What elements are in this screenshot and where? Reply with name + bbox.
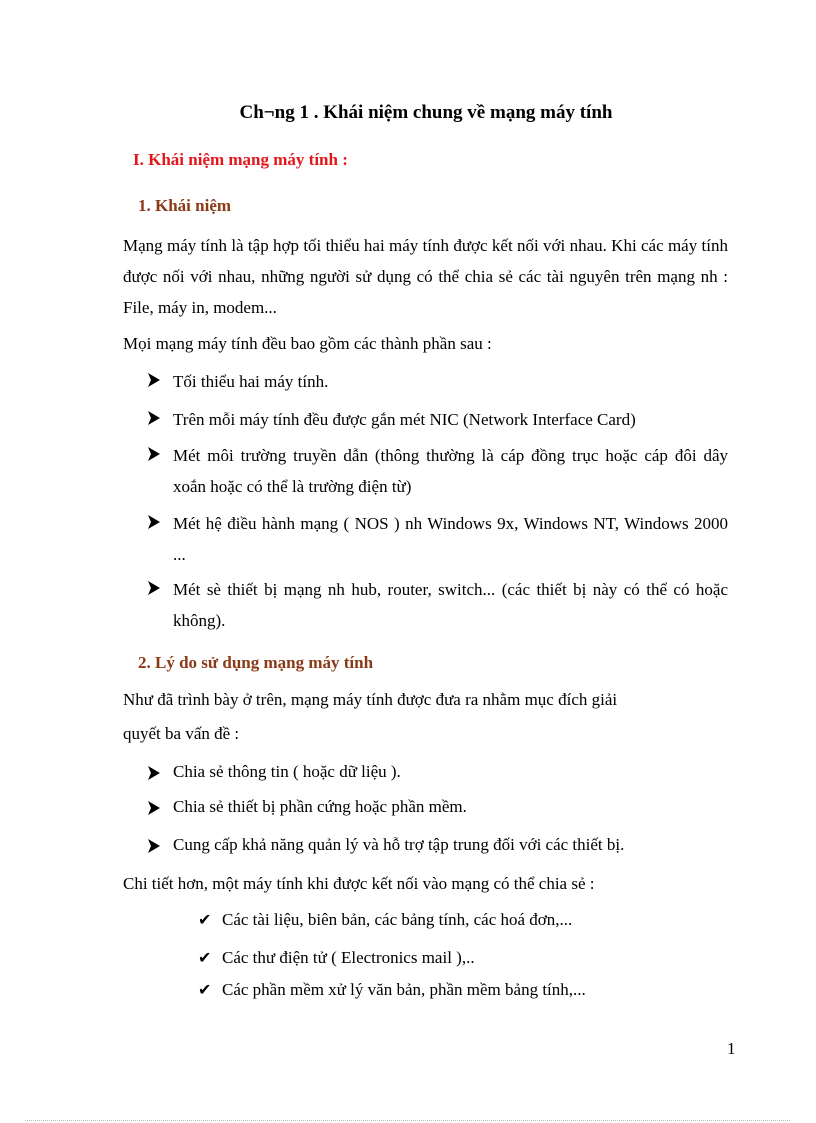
section-heading-concepts: I. Khái niệm mạng máy tính : bbox=[133, 150, 348, 169]
list-item: Các phần mềm xử lý văn bản, phần mềm bảng tính,... bbox=[222, 980, 586, 999]
checkmark-icon: ✔ bbox=[198, 950, 212, 967]
checkmark-icon: ✔ bbox=[198, 982, 212, 999]
list-item: Trên mỗi máy tính đều được gắn mét NIC (Network Interface Card) bbox=[173, 410, 636, 429]
arrow-bullet-icon bbox=[146, 765, 162, 781]
list-item: Chia sẻ thông tin ( hoặc dữ liệu ). bbox=[173, 762, 401, 781]
list-item: Cung cấp khả năng quản lý và hỗ trợ tập trung đối với các thiết bị. bbox=[173, 835, 625, 854]
arrow-bullet-icon bbox=[146, 410, 162, 426]
page-number: 1 bbox=[727, 1039, 736, 1058]
list-item: Tối thiểu hai máy tính. bbox=[173, 372, 329, 391]
list-item: Mét sè thiết bị mạng nh hub, router, switch... (các thiết bị này có thể có hoặc không). bbox=[173, 580, 728, 630]
arrow-bullet-icon bbox=[146, 372, 162, 388]
details-intro: Chi tiết hơn, một máy tính khi được kết nối vào mạng có thể chia sẻ : bbox=[123, 874, 595, 893]
subsection-heading-reasons: 2. Lý do sử dụng mạng máy tính bbox=[138, 653, 374, 672]
components-intro: Mọi mạng máy tính đều bao gồm các thành phần sau : bbox=[123, 334, 492, 353]
list-item: Các tài liệu, biên bản, các bảng tính, các hoá đơn,... bbox=[222, 910, 573, 929]
list-item: Mét hệ điều hành mạng ( NOS ) nh Windows 9x, Windows NT, Windows 2000 ... bbox=[173, 514, 728, 564]
list-item: Mét môi trường truyền dẫn (thông thường là cáp đồng trục hoặc cáp đôi dây xoắn hoặc có thể là trường điện từ) bbox=[173, 446, 728, 496]
arrow-bullet-icon bbox=[146, 580, 162, 596]
intro-paragraph: Mạng máy tính là tập hợp tối thiểu hai máy tính được kết nối với nhau. Khi các máy tính được nối với nhau, những người sử dụng có thể chia sẻ các tài nguyên trên mạng nh : File, máy in, modem... bbox=[123, 236, 728, 317]
reasons-intro-line1: Như đã trình bày ở trên, mạng máy tính được đưa ra nhằm mục đích giải bbox=[123, 690, 618, 709]
checkmark-icon: ✔ bbox=[198, 912, 212, 929]
reasons-intro-line2: quyết ba vấn đề : bbox=[123, 724, 240, 743]
page-title: Ch¬ng 1 . Khái niệm chung về mạng máy tính bbox=[239, 102, 613, 123]
arrow-bullet-icon bbox=[146, 800, 162, 816]
subsection-heading-definition: 1. Khái niệm bbox=[138, 196, 232, 215]
list-item: Chia sẻ thiết bị phần cứng hoặc phần mềm. bbox=[173, 797, 467, 816]
arrow-bullet-icon bbox=[146, 446, 162, 462]
arrow-bullet-icon bbox=[146, 838, 162, 854]
arrow-bullet-icon bbox=[146, 514, 162, 530]
page-bottom-divider bbox=[25, 1120, 790, 1121]
list-item: Các thư điện tử ( Electronics mail ),.. bbox=[222, 948, 475, 967]
